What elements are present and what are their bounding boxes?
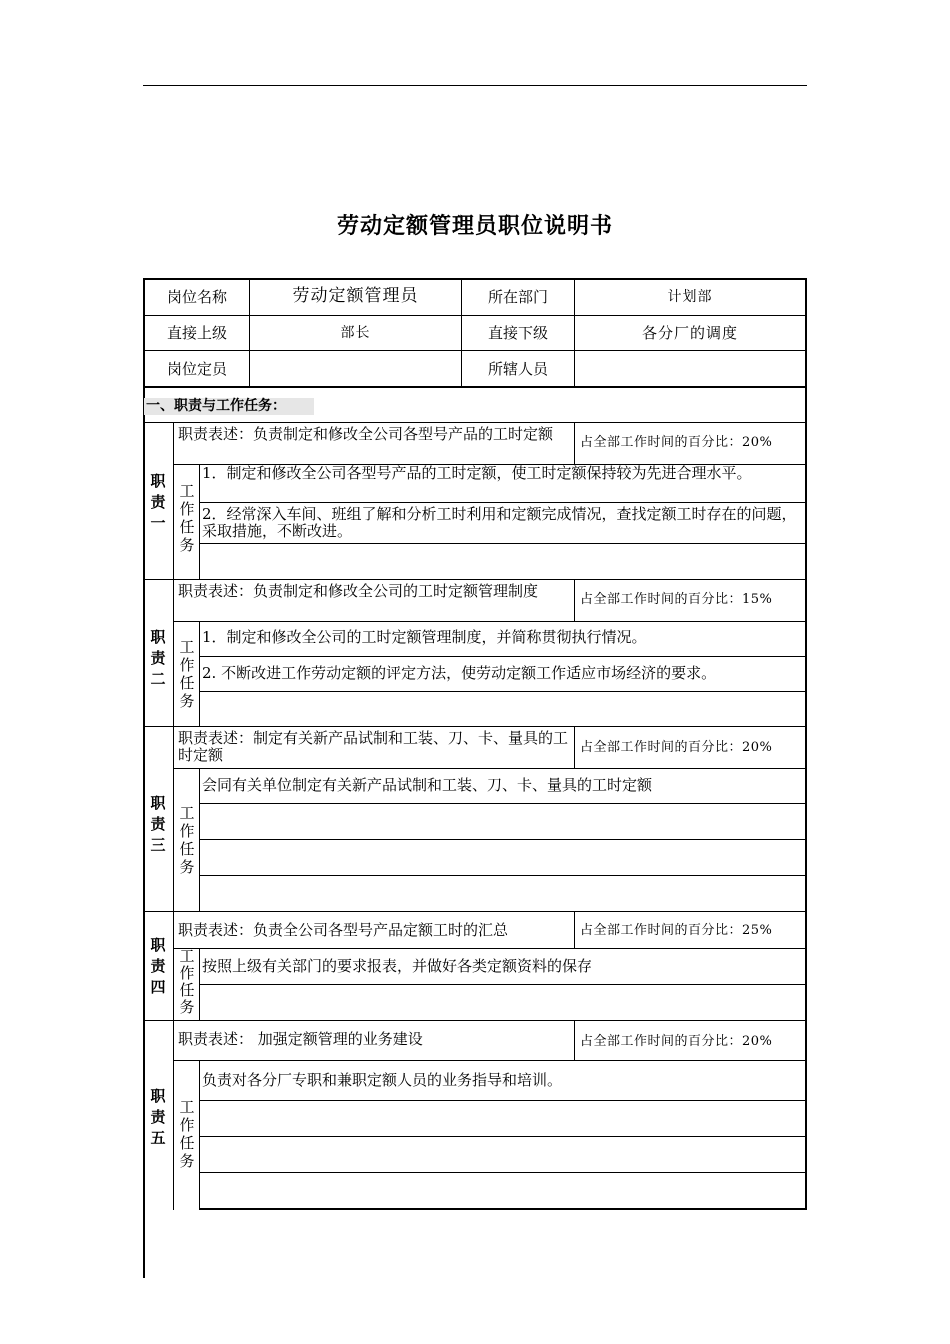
duty4-task-line — [199, 984, 807, 985]
duty5-task-line — [199, 1100, 807, 1101]
duty5-bottom-line — [199, 1208, 807, 1210]
info-row-line — [143, 386, 807, 388]
dept-value: 计划部 — [667, 289, 713, 305]
subordinate-value: 各分厂的调度 — [641, 324, 738, 342]
duty3-statement: 职责表述：制定有关新产品试制和工装、刀、卡、量具的工时定额 — [178, 729, 569, 764]
info-row-line — [143, 350, 807, 351]
duty1-task-1: 1．制定和修改全公司各型号产品的工时定额，使工时定额保持较为先进合理水平。 — [202, 464, 752, 482]
duty5-task-line — [199, 1172, 807, 1173]
duty2-task-label: 工作任务 — [179, 638, 195, 710]
duty5-task-1: 负责对各分厂专职和兼职定额人员的业务指导和培训。 — [202, 1071, 563, 1089]
duty2-percent: 占全部工作时间的百分比：15% — [580, 592, 773, 607]
duty2-task-1: 1．制定和修改全公司的工时定额管理制度，并简称贯彻执行情况。 — [202, 628, 647, 646]
duty-label-col-line — [173, 422, 174, 1210]
table-border-top — [143, 278, 807, 280]
section-heading: 一、职责与工作任务： — [144, 398, 314, 415]
duty5-task-label: 工作任务 — [179, 1098, 195, 1170]
post-name-label: 岗位名称 — [166, 288, 227, 306]
job-description-table — [143, 278, 807, 1278]
duty3-bottom-line — [143, 911, 807, 912]
duty3-percent: 占全部工作时间的百分比：20% — [580, 740, 773, 755]
duty5-statement: 职责表述： 加强定额管理的业务建设 — [178, 1030, 423, 1048]
staff-label: 所辖人员 — [487, 360, 548, 378]
duty1-task-line — [199, 543, 807, 544]
duty5-label: 职责五 — [150, 1087, 166, 1147]
duty1-percent: 占全部工作时间的百分比：20% — [580, 435, 773, 450]
duty1-bottom-line — [143, 579, 807, 580]
duty5-percent: 占全部工作时间的百分比：20% — [580, 1034, 773, 1049]
quota-label: 岗位定员 — [166, 360, 227, 378]
duty4-task-label: 工作任务 — [179, 947, 195, 1016]
duty3-label: 职责三 — [150, 794, 166, 854]
duty1-label: 职责一 — [150, 472, 166, 532]
duty1-task-line — [199, 502, 807, 503]
post-name-value: 劳动定额管理员 — [292, 286, 419, 306]
duty1-task-col-line — [199, 464, 200, 579]
duty4-bottom-line — [143, 1020, 807, 1021]
duty3-statement-line — [173, 768, 807, 769]
duty2-label: 职责二 — [150, 628, 166, 688]
duty2-statement-line — [173, 621, 807, 622]
section-line — [143, 422, 807, 423]
dept-label: 所在部门 — [487, 288, 548, 306]
duty2-task-col-line — [199, 621, 200, 726]
duty4-label: 职责四 — [150, 936, 166, 996]
duty4-task-1: 按照上级有关部门的要求报表，并做好各类定额资料的保存 — [202, 957, 593, 975]
duty2-bottom-line — [143, 726, 807, 727]
duty2-pct-sep — [574, 579, 575, 621]
duty1-task-label: 工作任务 — [179, 482, 195, 554]
duty4-statement: 职责表述：负责全公司各型号产品定额工时的汇总 — [178, 921, 509, 939]
info-row-line — [143, 315, 807, 316]
table-border-left — [143, 278, 145, 1278]
duty4-percent: 占全部工作时间的百分比：25% — [580, 923, 773, 938]
superior-label: 直接上级 — [166, 324, 227, 342]
superior-value: 部长 — [340, 325, 371, 341]
page-title: 劳动定额管理员职位说明书 — [336, 214, 613, 239]
duty4-statement-line — [173, 948, 807, 949]
duty2-task-line — [199, 691, 807, 692]
duty3-task-label: 工作任务 — [179, 804, 195, 876]
table-border-right — [805, 278, 807, 1210]
duty5-task-col-line — [199, 1060, 200, 1210]
duty2-statement: 职责表述：负责制定和修改全公司的工时定额管理制度 — [178, 582, 539, 600]
duty3-task-line — [199, 803, 807, 804]
duty3-pct-sep — [574, 726, 575, 768]
duty5-statement-line — [173, 1060, 807, 1061]
header-rule — [143, 85, 807, 86]
duty1-pct-sep — [574, 422, 575, 464]
duty3-task-line — [199, 839, 807, 840]
duty1-task-2: 2．经常深入车间、班组了解和分析工时利用和定额完成情况，查找定额工时存在的问题，采取措施，不断改进。 — [202, 505, 797, 540]
duty5-task-line — [199, 1136, 807, 1137]
subordinate-label: 直接下级 — [487, 324, 548, 342]
duty2-task-2: 2. 不断改进工作劳动定额的评定方法，使劳动定额工作适应市场经济的要求。 — [202, 664, 717, 682]
duty3-task-line — [199, 875, 807, 876]
duty5-pct-sep — [574, 1020, 575, 1060]
duty1-statement: 职责表述：负责制定和修改全公司各型号产品的工时定额 — [178, 425, 554, 443]
duty3-task-1: 会同有关单位制定有关新产品试制和工装、刀、卡、量具的工时定额 — [202, 776, 653, 794]
duty2-task-line — [199, 656, 807, 657]
duty4-pct-sep — [574, 911, 575, 948]
